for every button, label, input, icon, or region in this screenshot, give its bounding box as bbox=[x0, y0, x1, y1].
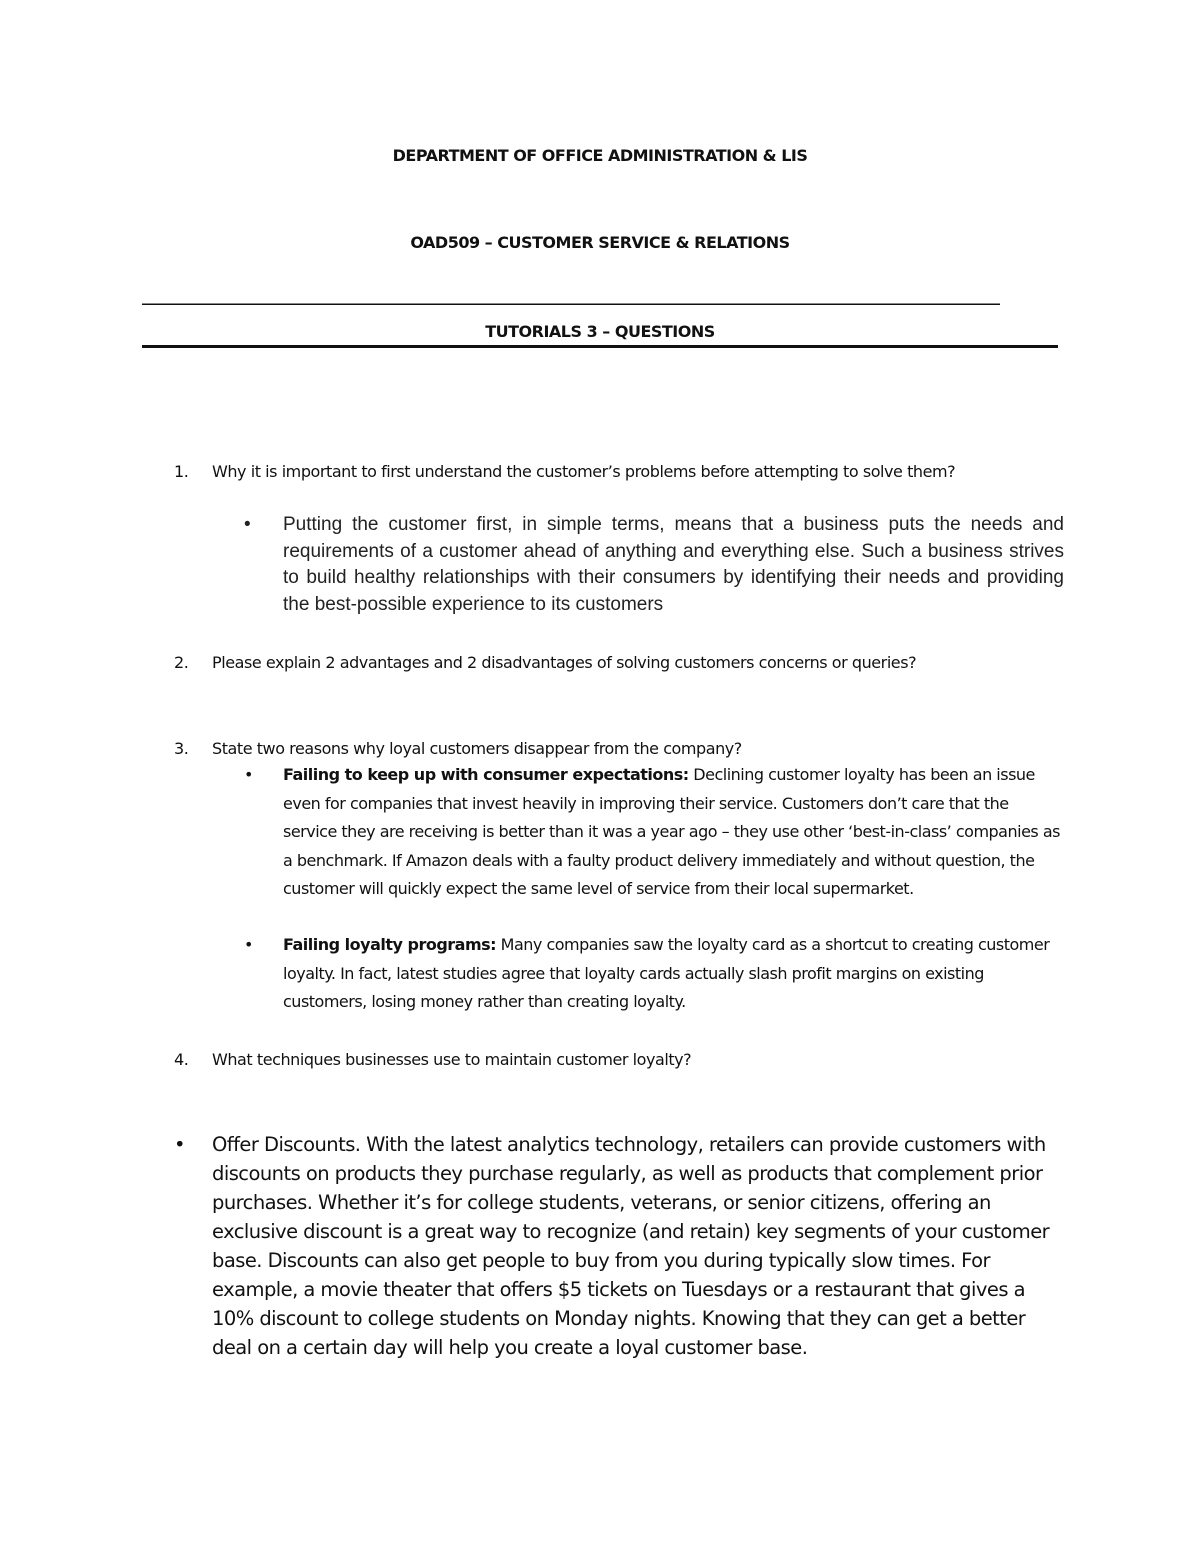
answer-1-bullet bbox=[244, 512, 1064, 618]
tutorial-heading: TUTORIALS 3 – QUESTIONS bbox=[485, 322, 715, 341]
bullet-icon: • bbox=[244, 935, 253, 954]
course-heading: OAD509 – CUSTOMER SERVICE & RELATIONS bbox=[410, 233, 790, 252]
answer-text: Offer Discounts. With the latest analytics technology, retailers can provide customers with discounts on products they purchase regularly, as well as products that complement prior purchases. Whether it’s for college students, veterans, or senior citizens, offering an exclusive discount is a great way to recognize (and retain) key segments of your customer base. Discounts can also get people to buy from you during typically slow times. For example, a movie theater that offers $5 tickets on Tuesdays or a restaurant that gives a 10% discount to college students on Monday nights. Knowing that they can get a better deal on a certain day will help you create a loyal customer base. bbox=[212, 1133, 1050, 1359]
dashed-separator: ______________________________________________________________________________________________________________________________ bbox=[142, 286, 999, 305]
answer-3-bullet-2 bbox=[244, 931, 1064, 1017]
question-number: 1. bbox=[174, 462, 189, 481]
heading-underline bbox=[142, 345, 1058, 348]
answer-lead: Failing to keep up with consumer expectations: bbox=[283, 765, 689, 784]
bullet-icon: • bbox=[244, 765, 253, 784]
answer-text: Putting the customer first, in simple terms, means that a business puts the needs and requirements of a customer ahead of anything and everything else. Such a business strives to build healthy relationships with their consumers by identifying their needs and providing the best-possible experience to its customers bbox=[283, 514, 1064, 615]
question-3 bbox=[174, 735, 1054, 762]
question-number: 3. bbox=[174, 739, 189, 758]
question-text: Please explain 2 advantages and 2 disadvantages of solving customers concerns or queries? bbox=[212, 653, 917, 672]
bullet-icon: • bbox=[174, 1133, 185, 1156]
answer-text bbox=[283, 761, 1064, 904]
answer-body: Declining customer loyalty has been an issue even for companies that invest heavily in improving their service. Customers don’t care that the service they are receiving is better than it was a year ago – they use other ‘best-in-class’ companies as a benchmark. If Amazon deals with a faulty product delivery immediately and without question, the customer will quickly expect the same level of service from their local supermarket. bbox=[283, 765, 1060, 898]
answer-3-bullet-1 bbox=[244, 761, 1064, 904]
bullet-icon: • bbox=[244, 514, 251, 535]
question-text: Why it is important to first understand the customer’s problems before attempting to solve them? bbox=[212, 462, 956, 481]
question-text: State two reasons why loyal customers disappear from the company? bbox=[212, 739, 742, 758]
question-number: 4. bbox=[174, 1050, 189, 1069]
answer-body: Many companies saw the loyalty card as a shortcut to creating customer loyalty. In fact, latest studies agree that loyalty cards actually slash profit margins on existing customers, losing money rather than creating loyalty. bbox=[283, 935, 1050, 1011]
answer-text bbox=[283, 931, 1064, 1017]
department-heading: DEPARTMENT OF OFFICE ADMINISTRATION & LIS bbox=[392, 146, 808, 165]
question-number: 2. bbox=[174, 653, 189, 672]
answer-4-bullet bbox=[174, 1130, 1054, 1362]
question-text: What techniques businesses use to maintain customer loyalty? bbox=[212, 1050, 692, 1069]
answer-lead: Failing loyalty programs: bbox=[283, 935, 497, 954]
question-4 bbox=[174, 1046, 1054, 1073]
question-1 bbox=[174, 458, 1054, 485]
question-2 bbox=[174, 649, 1054, 676]
